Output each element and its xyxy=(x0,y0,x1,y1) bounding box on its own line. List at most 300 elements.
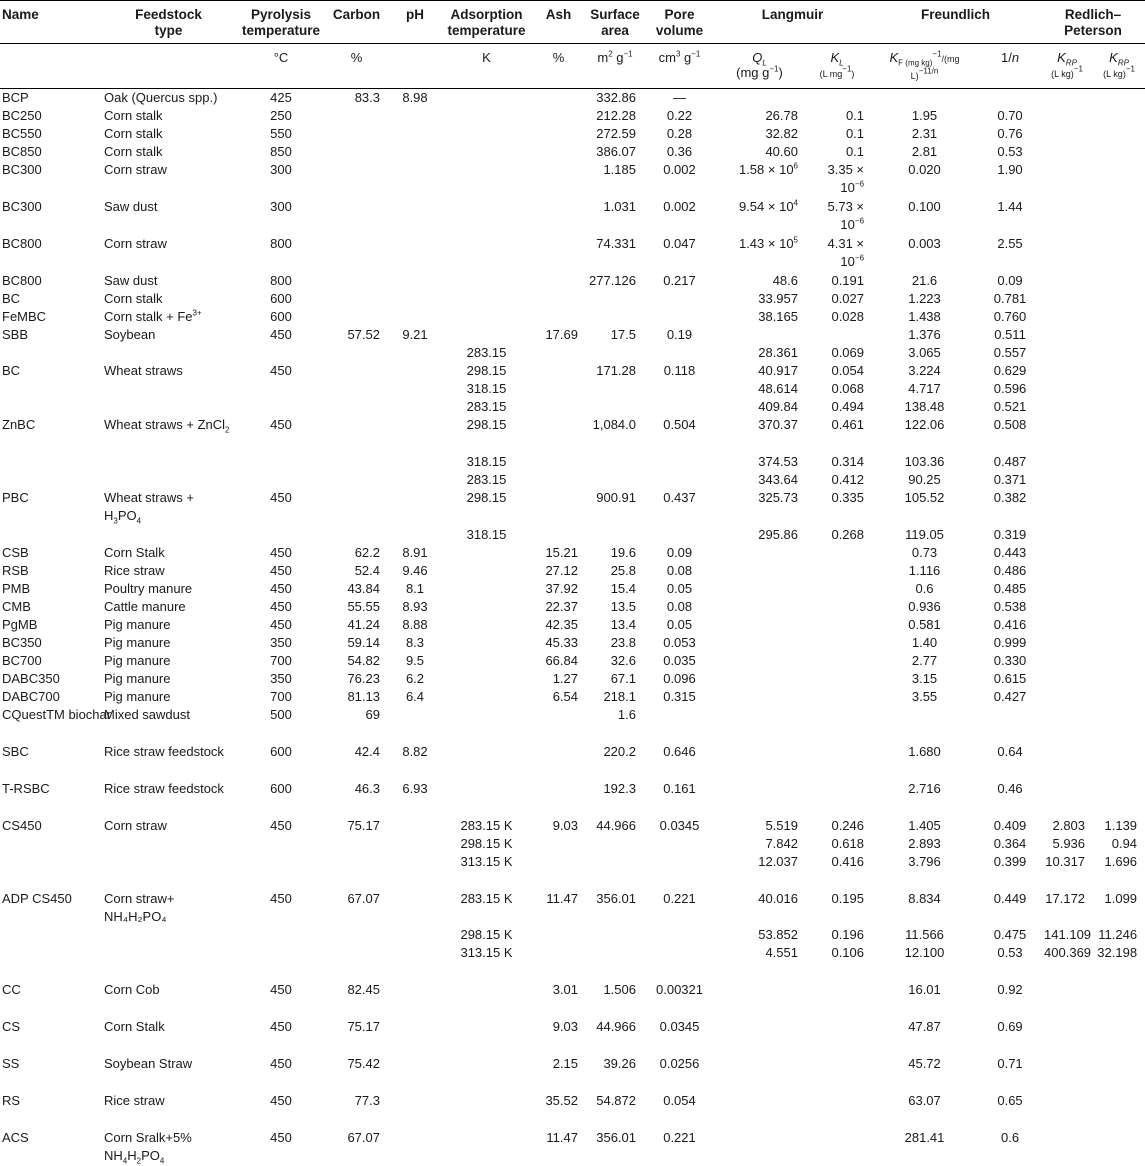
cell-sa: 220.2 xyxy=(586,743,644,780)
cell-pyro: 450 xyxy=(237,544,325,562)
cell-ph xyxy=(388,1129,442,1166)
cell-pyro: 800 xyxy=(237,272,325,290)
cell-ads xyxy=(442,1092,531,1129)
cell-carbon: 77.3 xyxy=(325,1092,388,1129)
cell-krp1 xyxy=(1041,1055,1093,1092)
cell-ph xyxy=(388,198,442,235)
col-header-carbon: Carbon xyxy=(325,1,388,44)
table-row xyxy=(0,416,1145,453)
cell-sa: 386.07 xyxy=(586,143,644,161)
cell-pv: 0.054 xyxy=(644,1092,715,1129)
cell-pv: 0.36 xyxy=(644,143,715,161)
cell-krp2 xyxy=(1093,308,1145,326)
unit-row xyxy=(0,44,1145,89)
cell-ph xyxy=(388,161,442,198)
cell-kf: 90.25 xyxy=(870,471,979,489)
cell-kl: 0.196 xyxy=(804,926,870,944)
cell-sa xyxy=(586,380,644,398)
cell-kf: 47.87 xyxy=(870,1018,979,1055)
cell-ads xyxy=(442,326,531,344)
cell-ads xyxy=(442,634,531,652)
cell-ash xyxy=(531,161,586,198)
cell-kf: 4.717 xyxy=(870,380,979,398)
cell-krp2 xyxy=(1093,161,1145,198)
cell-kl xyxy=(804,544,870,562)
cell-ql xyxy=(715,562,804,580)
cell-kl: 0.314 xyxy=(804,453,870,471)
unit-kf: $K_{F (mg kg)}^{-1}/(mg$ L)$^{-11/n}$ xyxy=(870,44,979,89)
cell-pv: 0.118 xyxy=(644,362,715,380)
col-header-pyrolysis: Pyrolysis temperature xyxy=(237,1,325,44)
cell-sa: 272.59 xyxy=(586,125,644,143)
cell-feed xyxy=(100,380,237,398)
cell-n: 0.615 xyxy=(979,670,1041,688)
cell-kf xyxy=(870,706,979,743)
cell-pyro: 700 xyxy=(237,688,325,706)
cell-pv: 0.19 xyxy=(644,326,715,344)
cell-ads: 313.15 K xyxy=(442,944,531,981)
cell-krp2 xyxy=(1093,706,1145,743)
cell-krp2 xyxy=(1093,688,1145,706)
col-header-redlich-peterson: Redlich–Peterson xyxy=(1041,1,1145,44)
cell-carbon: 67.07 xyxy=(325,1129,388,1166)
cell-pyro: 450 xyxy=(237,1055,325,1092)
cell-ph xyxy=(388,125,442,143)
cell-pyro xyxy=(237,853,325,890)
col-header-ph: pH xyxy=(388,1,442,44)
cell-kf: 1.40 xyxy=(870,634,979,652)
cell-krp1 xyxy=(1041,743,1093,780)
cell-pv: 0.096 xyxy=(644,670,715,688)
cell-krp2 xyxy=(1093,380,1145,398)
cell-ql: 48.6 xyxy=(715,272,804,290)
cell-name xyxy=(0,380,100,398)
cell-pyro: 450 xyxy=(237,489,325,526)
table-row xyxy=(0,471,1145,489)
cell-ash xyxy=(531,362,586,380)
cell-pv: 0.08 xyxy=(644,562,715,580)
cell-pyro xyxy=(237,398,325,416)
cell-carbon xyxy=(325,489,388,526)
cell-ph xyxy=(388,944,442,981)
cell-ph: 8.93 xyxy=(388,598,442,616)
table-row xyxy=(0,380,1145,398)
cell-kf: 63.07 xyxy=(870,1092,979,1129)
cell-carbon xyxy=(325,944,388,981)
cell-n: 0.364 xyxy=(979,835,1041,853)
cell-pyro: 600 xyxy=(237,290,325,308)
cell-carbon xyxy=(325,344,388,362)
cell-kf: 21.6 xyxy=(870,272,979,290)
cell-n: 0.53 xyxy=(979,944,1041,981)
table-row xyxy=(0,634,1145,652)
cell-name: DABC700 xyxy=(0,688,100,706)
cell-ph xyxy=(388,835,442,853)
cell-krp2 xyxy=(1093,416,1145,453)
cell-n: 0.330 xyxy=(979,652,1041,670)
cell-ql xyxy=(715,616,804,634)
cell-name: BC550 xyxy=(0,125,100,143)
cell-ash xyxy=(531,706,586,743)
table-row xyxy=(0,125,1145,143)
cell-ads xyxy=(442,107,531,125)
cell-sa: 171.28 xyxy=(586,362,644,380)
cell-n: 0.69 xyxy=(979,1018,1041,1055)
cell-carbon: 75.17 xyxy=(325,1018,388,1055)
cell-kl xyxy=(804,326,870,344)
cell-ph xyxy=(388,362,442,380)
cell-kl: 0.461 xyxy=(804,416,870,453)
col-header-langmuir: Langmuir xyxy=(715,1,870,44)
unit-name xyxy=(0,44,100,89)
cell-krp2 xyxy=(1093,272,1145,290)
cell-n: 0.409 xyxy=(979,817,1041,835)
cell-krp1 xyxy=(1041,1129,1093,1166)
cell-kl xyxy=(804,89,870,108)
cell-n: 2.55 xyxy=(979,235,1041,272)
cell-pv: 0.05 xyxy=(644,616,715,634)
cell-pv xyxy=(644,290,715,308)
cell-sa: 67.1 xyxy=(586,670,644,688)
cell-ph xyxy=(388,706,442,743)
cell-carbon xyxy=(325,125,388,143)
table-row xyxy=(0,890,1145,926)
cell-ph: 8.3 xyxy=(388,634,442,652)
cell-feed: Corn stalk xyxy=(100,290,237,308)
cell-kl xyxy=(804,981,870,1018)
cell-kl xyxy=(804,616,870,634)
cell-pv xyxy=(644,308,715,326)
cell-ash xyxy=(531,944,586,981)
cell-ash xyxy=(531,272,586,290)
cell-carbon: 42.4 xyxy=(325,743,388,780)
cell-kl: 0.069 xyxy=(804,344,870,362)
table-row xyxy=(0,835,1145,853)
cell-ql: 33.957 xyxy=(715,290,804,308)
cell-pyro: 450 xyxy=(237,817,325,835)
cell-sa: 1.031 xyxy=(586,198,644,235)
table-row xyxy=(0,1055,1145,1092)
cell-pv: 0.437 xyxy=(644,489,715,526)
cell-feed: Wheat straws xyxy=(100,362,237,380)
cell-n: 0.475 xyxy=(979,926,1041,944)
cell-name: BC300 xyxy=(0,198,100,235)
cell-n: 0.319 xyxy=(979,526,1041,544)
cell-ash xyxy=(531,835,586,853)
cell-pyro: 500 xyxy=(237,706,325,743)
cell-sa xyxy=(586,944,644,981)
cell-ph xyxy=(388,380,442,398)
cell-n: 0.557 xyxy=(979,344,1041,362)
cell-ql xyxy=(715,1018,804,1055)
cell-feed xyxy=(100,926,237,944)
cell-kl: 0.494 xyxy=(804,398,870,416)
cell-ql: 5.519 xyxy=(715,817,804,835)
table-row xyxy=(0,817,1145,835)
cell-kl xyxy=(804,780,870,817)
cell-ql xyxy=(715,544,804,562)
cell-pyro: 700 xyxy=(237,652,325,670)
table-row xyxy=(0,326,1145,344)
cell-feed: Pig manure xyxy=(100,652,237,670)
cell-pv: 0.002 xyxy=(644,161,715,198)
cell-ql xyxy=(715,743,804,780)
cell-krp2 xyxy=(1093,326,1145,344)
cell-ql: 374.53 xyxy=(715,453,804,471)
unit-carbon: % xyxy=(325,44,388,89)
cell-krp1 xyxy=(1041,634,1093,652)
cell-ash: 35.52 xyxy=(531,1092,586,1129)
cell-feed: Pig manure xyxy=(100,616,237,634)
cell-pv: 0.28 xyxy=(644,125,715,143)
cell-carbon xyxy=(325,161,388,198)
cell-sa: 25.8 xyxy=(586,562,644,580)
cell-kl: 0.027 xyxy=(804,290,870,308)
cell-carbon: 67.07 xyxy=(325,890,388,926)
cell-n: 0.65 xyxy=(979,1092,1041,1129)
cell-carbon: 59.14 xyxy=(325,634,388,652)
cell-n: 0.09 xyxy=(979,272,1041,290)
cell-krp1 xyxy=(1041,562,1093,580)
cell-sa xyxy=(586,835,644,853)
cell-pyro: 450 xyxy=(237,981,325,1018)
cell-ql: 40.016 xyxy=(715,890,804,926)
cell-ph xyxy=(388,143,442,161)
cell-pyro: 850 xyxy=(237,143,325,161)
cell-feed: Soybean xyxy=(100,326,237,344)
cell-feed: Poultry manure xyxy=(100,580,237,598)
cell-krp2 xyxy=(1093,652,1145,670)
cell-kl: 0.335 xyxy=(804,489,870,526)
cell-kf: 0.020 xyxy=(870,161,979,198)
cell-pyro: 600 xyxy=(237,743,325,780)
cell-ads: 318.15 xyxy=(442,453,531,471)
cell-krp1: 141.109 xyxy=(1041,926,1093,944)
cell-sa xyxy=(586,308,644,326)
cell-n: 1.90 xyxy=(979,161,1041,198)
cell-kl xyxy=(804,1055,870,1092)
cell-kl xyxy=(804,743,870,780)
cell-pyro: 350 xyxy=(237,634,325,652)
unit-krp2: $K_{RP}$ (L kg)$^{-1}$ xyxy=(1093,44,1145,89)
cell-name: BCP xyxy=(0,89,100,108)
cell-kf: 3.55 xyxy=(870,688,979,706)
cell-ash xyxy=(531,143,586,161)
cell-sa xyxy=(586,926,644,944)
cell-name xyxy=(0,944,100,981)
cell-ads: 298.15 xyxy=(442,489,531,526)
cell-ash xyxy=(531,453,586,471)
cell-kf: 138.48 xyxy=(870,398,979,416)
cell-ads: 298.15 xyxy=(442,362,531,380)
cell-kf: 1.405 xyxy=(870,817,979,835)
cell-n: 0.508 xyxy=(979,416,1041,453)
cell-kl: $5.73 \times 10^{-6}$ xyxy=(804,198,870,235)
cell-pv: 0.221 xyxy=(644,890,715,926)
cell-pv xyxy=(644,344,715,362)
cell-feed: Saw dust xyxy=(100,198,237,235)
cell-n: 0.427 xyxy=(979,688,1041,706)
cell-krp1 xyxy=(1041,362,1093,380)
cell-carbon xyxy=(325,107,388,125)
table-row xyxy=(0,89,1145,108)
cell-kl: 0.246 xyxy=(804,817,870,835)
cell-ql xyxy=(715,580,804,598)
cell-feed: Corn straw+ NH₄H₂PO₄ xyxy=(100,890,237,926)
cell-pyro: 450 xyxy=(237,580,325,598)
cell-kf: 45.72 xyxy=(870,1055,979,1092)
cell-feed: Wheat straws + ZnCl$_2$ xyxy=(100,416,237,453)
cell-kl xyxy=(804,670,870,688)
cell-krp2 xyxy=(1093,107,1145,125)
cell-krp1 xyxy=(1041,161,1093,198)
cell-pv xyxy=(644,380,715,398)
cell-ash xyxy=(531,198,586,235)
cell-ph: 8.91 xyxy=(388,544,442,562)
cell-pv xyxy=(644,453,715,471)
cell-name xyxy=(0,344,100,362)
cell-sa xyxy=(586,526,644,544)
cell-ph xyxy=(388,817,442,835)
cell-feed xyxy=(100,853,237,890)
cell-pyro: 450 xyxy=(237,1129,325,1166)
cell-pyro: 450 xyxy=(237,416,325,453)
cell-kl: 0.416 xyxy=(804,853,870,890)
cell-ql: 12.037 xyxy=(715,853,804,890)
cell-krp1 xyxy=(1041,272,1093,290)
cell-ph xyxy=(388,890,442,926)
cell-name xyxy=(0,453,100,471)
cell-ph: 9.46 xyxy=(388,562,442,580)
cell-carbon xyxy=(325,198,388,235)
cell-kl: 0.195 xyxy=(804,890,870,926)
cell-pyro: 350 xyxy=(237,670,325,688)
cell-n xyxy=(979,89,1041,108)
cell-carbon: 41.24 xyxy=(325,616,388,634)
cell-pv: 0.002 xyxy=(644,198,715,235)
cell-ql: 53.852 xyxy=(715,926,804,944)
cell-pyro: 450 xyxy=(237,326,325,344)
cell-pyro: 450 xyxy=(237,616,325,634)
table-row xyxy=(0,308,1145,326)
cell-pv xyxy=(644,944,715,981)
cell-ash: 1.27 xyxy=(531,670,586,688)
cell-krp2 xyxy=(1093,670,1145,688)
cell-name xyxy=(0,835,100,853)
cell-ash: 42.35 xyxy=(531,616,586,634)
cell-ash: 66.84 xyxy=(531,652,586,670)
cell-pyro xyxy=(237,944,325,981)
cell-pv: 0.221 xyxy=(644,1129,715,1166)
cell-n: 0.596 xyxy=(979,380,1041,398)
cell-name xyxy=(0,853,100,890)
cell-feed: Corn straw xyxy=(100,817,237,835)
cell-sa: 1.185 xyxy=(586,161,644,198)
table-row xyxy=(0,944,1145,981)
cell-pv xyxy=(644,926,715,944)
unit-surface: $m^2$ $g^{-1}$ xyxy=(586,44,644,89)
cell-kf: 16.01 xyxy=(870,981,979,1018)
cell-feed xyxy=(100,471,237,489)
table-row xyxy=(0,562,1145,580)
cell-carbon xyxy=(325,416,388,453)
cell-ph: 6.4 xyxy=(388,688,442,706)
unit-n: 1/n xyxy=(979,44,1041,89)
cell-name: RS xyxy=(0,1092,100,1129)
cell-ads xyxy=(442,616,531,634)
cell-pyro: 450 xyxy=(237,562,325,580)
cell-n: 1.44 xyxy=(979,198,1041,235)
cell-name: BC xyxy=(0,362,100,380)
cell-kf: 2.716 xyxy=(870,780,979,817)
cell-name: ZnBC xyxy=(0,416,100,453)
cell-ash xyxy=(531,526,586,544)
cell-pyro: 300 xyxy=(237,198,325,235)
cell-ql: 295.86 xyxy=(715,526,804,544)
cell-n: 0.416 xyxy=(979,616,1041,634)
cell-kf: 11.566 xyxy=(870,926,979,944)
cell-ql: 370.37 xyxy=(715,416,804,453)
cell-kf xyxy=(870,89,979,108)
table-row xyxy=(0,780,1145,817)
cell-carbon: 75.42 xyxy=(325,1055,388,1092)
cell-ph xyxy=(388,453,442,471)
cell-ads xyxy=(442,652,531,670)
table-row xyxy=(0,853,1145,890)
unit-pore: $cm^3$ $g^{-1}$ xyxy=(644,44,715,89)
cell-carbon: 55.55 xyxy=(325,598,388,616)
cell-krp1 xyxy=(1041,290,1093,308)
cell-feed: Corn Stalk xyxy=(100,544,237,562)
cell-ph xyxy=(388,1018,442,1055)
cell-ql: 32.82 xyxy=(715,125,804,143)
cell-kl: 0.068 xyxy=(804,380,870,398)
cell-n: 0.485 xyxy=(979,580,1041,598)
cell-pyro: 550 xyxy=(237,125,325,143)
cell-ph xyxy=(388,981,442,1018)
cell-ads xyxy=(442,562,531,580)
cell-ads xyxy=(442,1055,531,1092)
cell-sa: 13.5 xyxy=(586,598,644,616)
cell-krp1 xyxy=(1041,107,1093,125)
cell-feed: Pig manure xyxy=(100,670,237,688)
cell-sa: 39.26 xyxy=(586,1055,644,1092)
cell-sa: 332.86 xyxy=(586,89,644,108)
cell-name: BC700 xyxy=(0,652,100,670)
col-header-pore: Pore volume xyxy=(644,1,715,44)
cell-kl: 0.412 xyxy=(804,471,870,489)
cell-ads xyxy=(442,125,531,143)
cell-ads xyxy=(442,780,531,817)
cell-kl: 0.1 xyxy=(804,143,870,161)
cell-carbon xyxy=(325,235,388,272)
cell-kf: 2.81 xyxy=(870,143,979,161)
cell-ads xyxy=(442,1129,531,1166)
cell-name: ACS xyxy=(0,1129,100,1166)
cell-feed: Corn stalk xyxy=(100,143,237,161)
cell-carbon xyxy=(325,926,388,944)
cell-name: RSB xyxy=(0,562,100,580)
cell-carbon xyxy=(325,471,388,489)
unit-pyrolysis: °C xyxy=(237,44,325,89)
cell-kl: 0.191 xyxy=(804,272,870,290)
cell-feed: Corn straw xyxy=(100,235,237,272)
cell-ash xyxy=(531,344,586,362)
cell-pyro xyxy=(237,453,325,471)
cell-ph xyxy=(388,107,442,125)
cell-feed: Corn stalk xyxy=(100,125,237,143)
cell-n: 0.92 xyxy=(979,981,1041,1018)
